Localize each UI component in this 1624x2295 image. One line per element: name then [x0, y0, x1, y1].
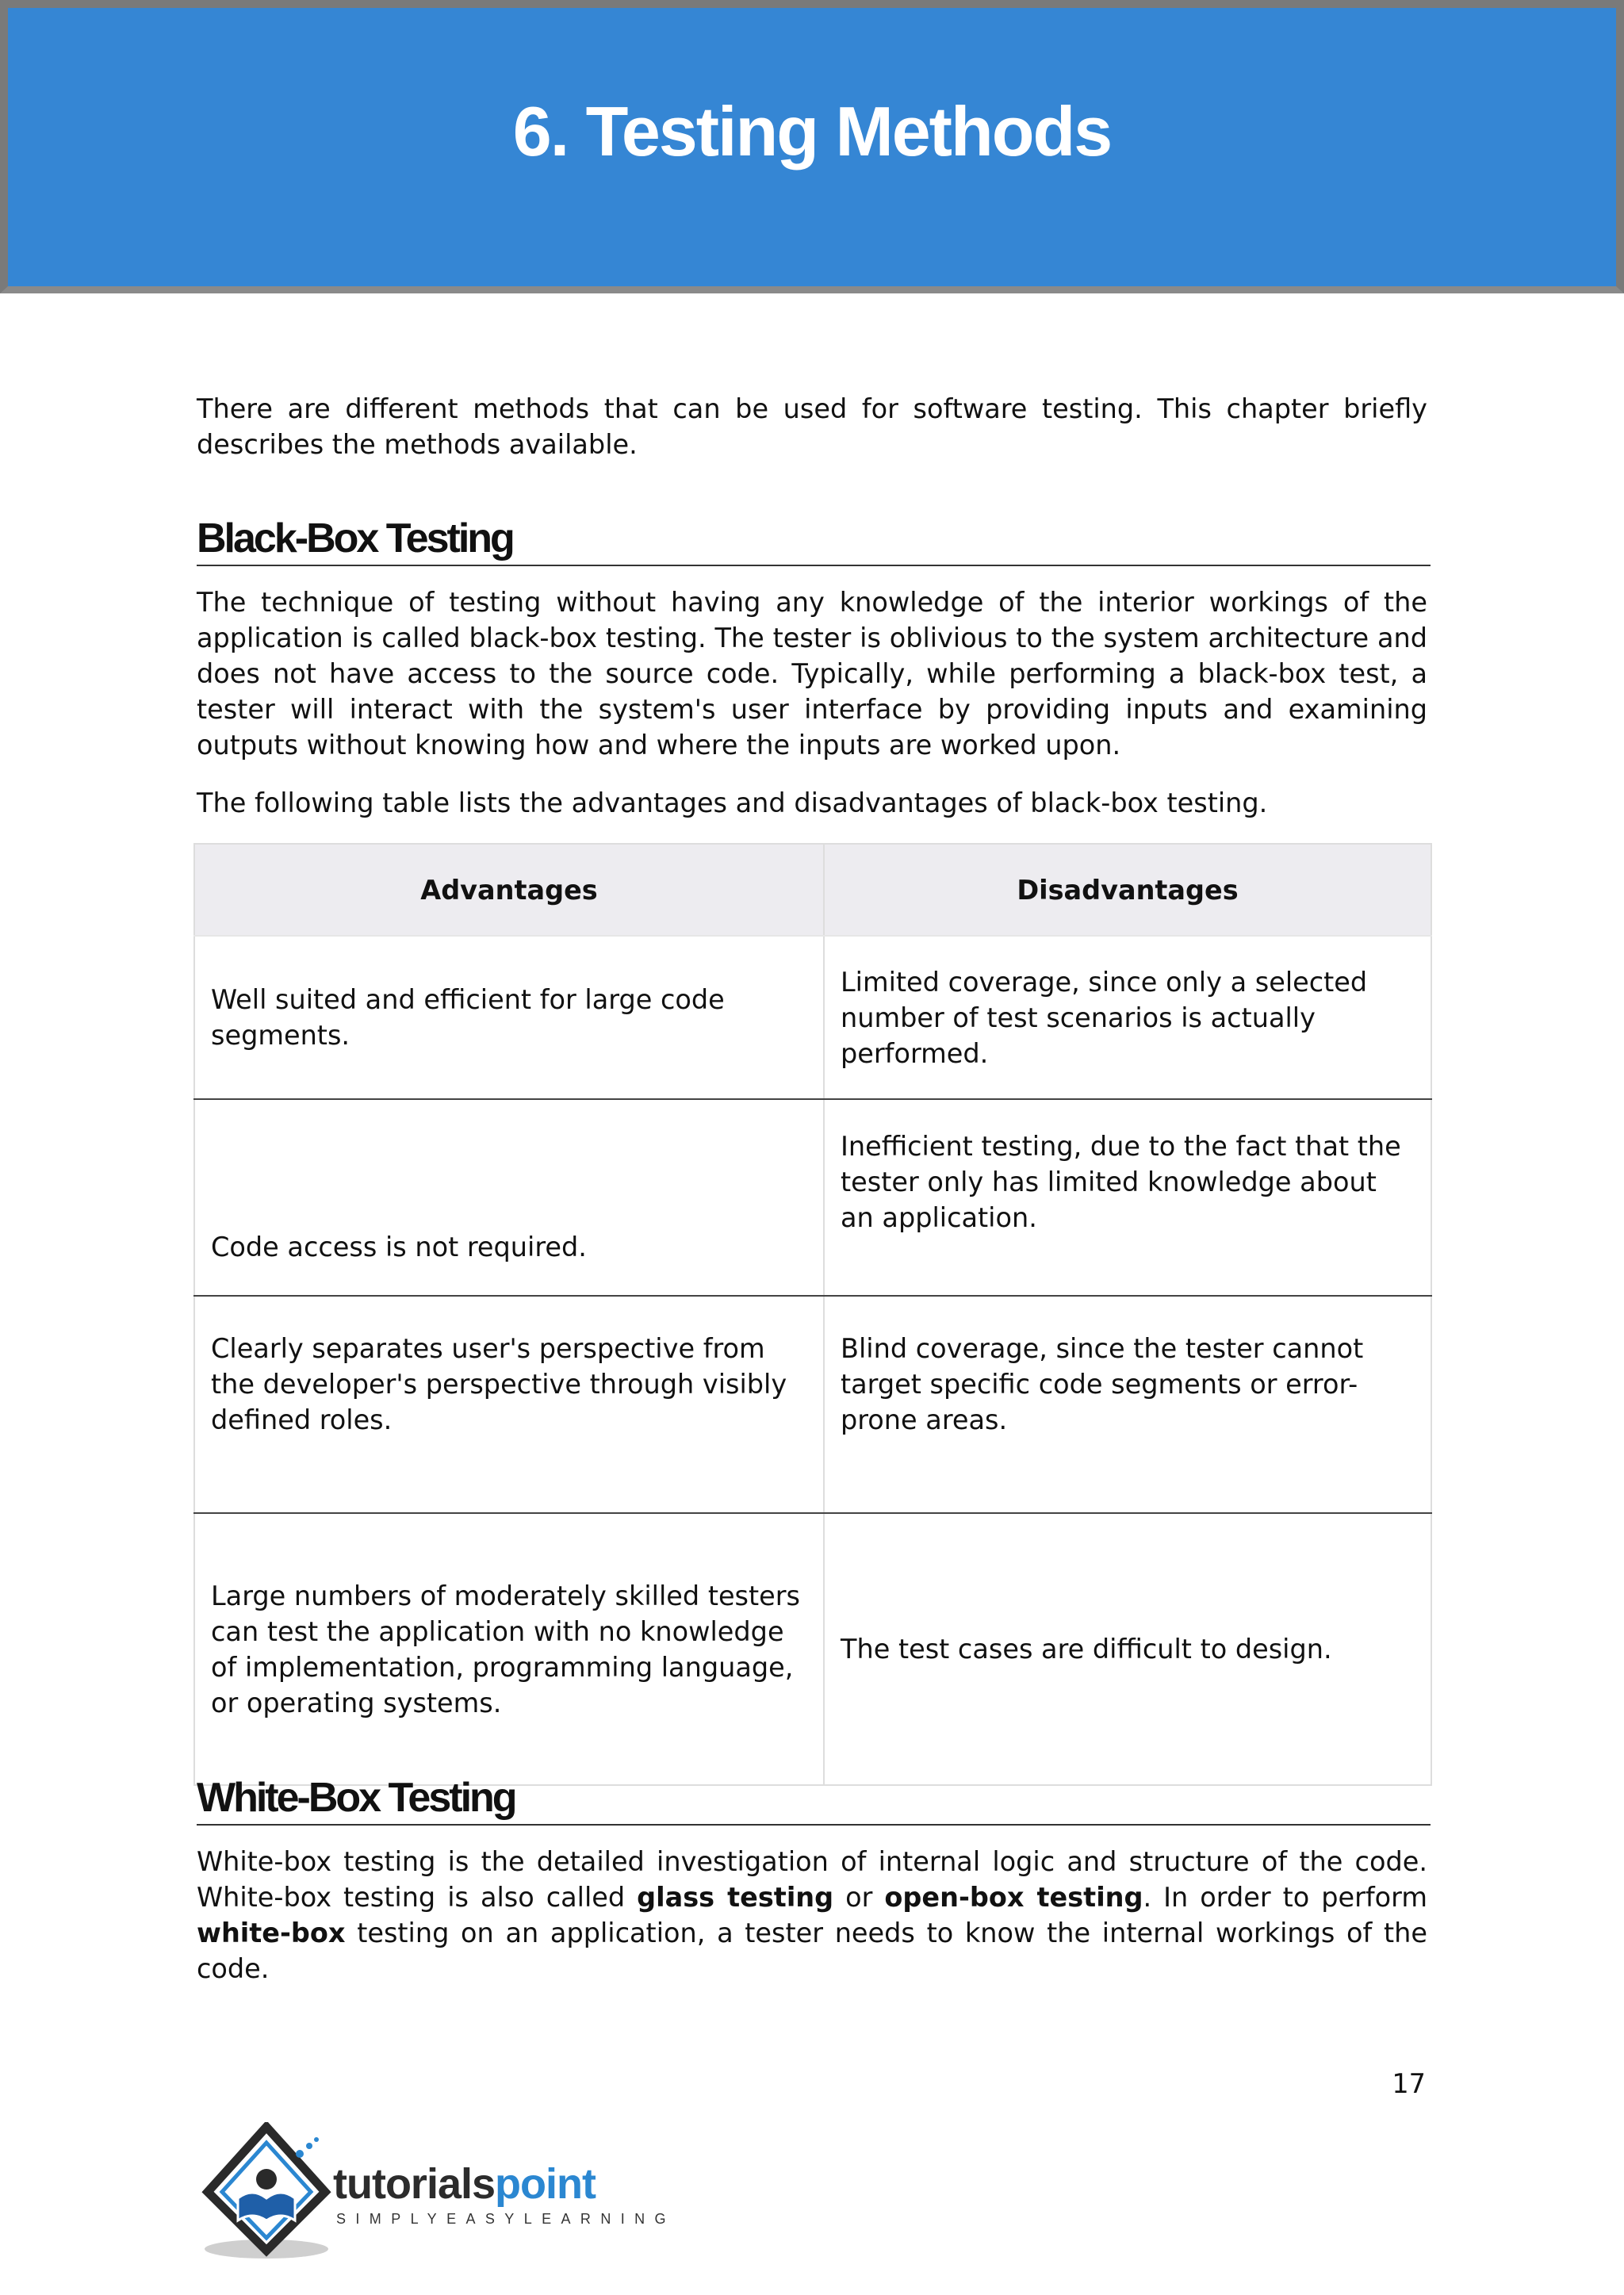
- logo-word-tutorials: tutorials: [333, 2160, 496, 2208]
- table-row: [194, 1296, 1431, 1513]
- text-run: testing on an application, a tester needs to know the internal workings of the code.: [197, 1918, 1427, 1984]
- advantage-cell: Large numbers of moderately skilled testers can test the application with no knowledge of implementation, programming language, or operating systems.: [194, 1513, 824, 1785]
- disadvantage-cell: Inefficient testing, due to the fact that the tester only has limited knowledge about an application.: [824, 1099, 1431, 1296]
- logo-wordmark: [333, 2160, 596, 2208]
- table-intro: The following table lists the advantages and disadvantages of black-box testing.: [197, 787, 1268, 818]
- intro-paragraph: There are different methods that can be used for software testing. This chapter briefly describes the methods available.: [197, 393, 1427, 460]
- table-header-row: [194, 844, 1431, 936]
- white-box-heading: White-Box Testing: [197, 1773, 1431, 1826]
- advantage-cell: Clearly separates user's perspective from the developer's perspective through visibly defined roles.: [194, 1296, 824, 1513]
- table-row: [194, 1513, 1431, 1785]
- tutorialspoint-logo: [197, 2122, 676, 2261]
- text-run: . In order to perform: [1143, 1882, 1427, 1913]
- logo-word-point: point: [495, 2160, 596, 2208]
- logo-emblem-icon: [197, 2122, 331, 2261]
- disadvantage-cell: The test cases are difficult to design.: [824, 1513, 1431, 1785]
- logo-tagline: SIMPLYEASYLEARNING: [336, 2211, 676, 2227]
- header-advantages: Advantages: [194, 844, 824, 936]
- advantages-table: [193, 843, 1432, 1786]
- advantage-cell: Well suited and efficient for large code segments.: [194, 936, 824, 1099]
- disadvantage-cell: Blind coverage, since the tester cannot target specific code segments or error-prone areas.: [824, 1296, 1431, 1513]
- white-box-paragraph: [197, 1844, 1427, 1987]
- black-box-heading: Black-Box Testing: [197, 514, 1431, 566]
- bold-term-glass-testing: glass testing: [637, 1882, 834, 1913]
- disadvantage-cell: Limited coverage, since only a selected number of test scenarios is actually performed.: [824, 936, 1431, 1099]
- advantage-cell: Code access is not required.: [194, 1099, 824, 1296]
- chapter-title: 6. Testing Methods: [512, 92, 1112, 170]
- page-number: 17: [1392, 2068, 1426, 2099]
- bold-term-white-box: white-box: [197, 1918, 346, 1948]
- black-box-paragraph: The technique of testing without having any knowledge of the interior workings of the application is called black-box testing. The tester is oblivious to the system architecture and does not have access to the source code. Typically, while performing a black-box test, a tester will interact with the system's user interface by providing inputs and examining outputs without knowing how and where the inputs are worked upon.: [197, 587, 1427, 761]
- table-row: [194, 936, 1431, 1099]
- header-disadvantages: Disadvantages: [824, 844, 1431, 936]
- table-row: [194, 1099, 1431, 1296]
- text-run: White-box testing is the detailed investigation of internal logic and structure of the code. White-box testing is also called: [197, 1846, 1427, 1913]
- text-run: or: [833, 1882, 885, 1913]
- chapter-banner: [0, 0, 1624, 293]
- bold-term-open-box-testing: open-box testing: [884, 1882, 1143, 1913]
